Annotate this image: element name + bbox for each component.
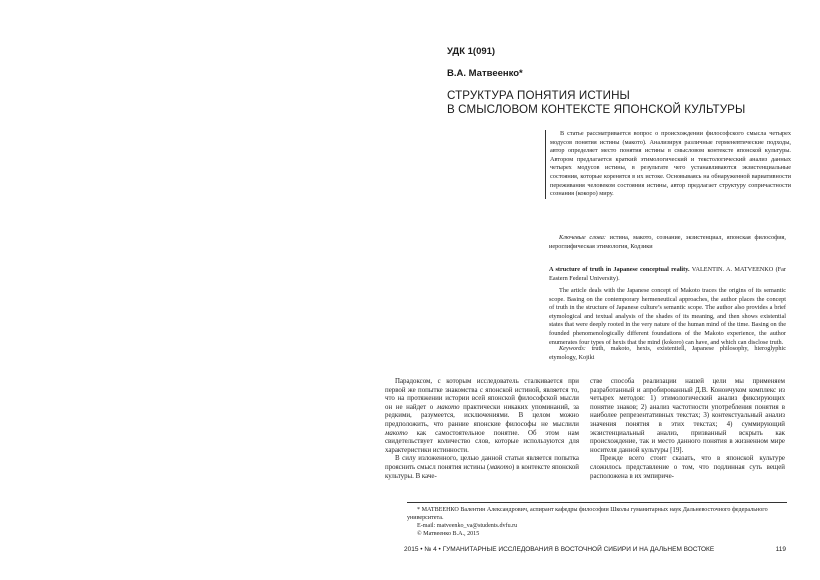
paragraph: В силу изложенного, целью данной статьи является попытка прояснить смысл понятия истины (макото) в контексте японской культуры. В каче-	[385, 455, 579, 480]
page-footer	[404, 546, 786, 553]
paragraph: стве способа реализации нашей цели мы применяем разработанный и апробированный Д.В. Коноичуком комплекс из четырех методов: 1) этимологический анализ фиксирующих понятие знаков; 2) анализ частотности употребления понятия в наиболее репрезентативных текстах; 3) контекстуальный анализ значения понятия в этих текстах; 4) суммирующий экзистенциальный анализ, призванный вскрыть как происхождение, так и место данного понятия в жизненном мире носителя данной культуры [19].	[590, 378, 785, 454]
keywords-english-label: Keywords:	[559, 345, 586, 352]
journal-name: 2015 • № 4 • ГУМАНИТАРНЫЕ ИССЛЕДОВАНИЯ В ВОСТОЧНОЙ СИБИРИ И НА ДАЛЬНЕМ ВОСТОКЕ	[404, 546, 715, 553]
udc-code: УДК 1(091)	[447, 46, 496, 57]
abstract-english-text: The article deals with the Japanese concept of Makoto traces the origins of its semantic scope. Basing on the contemporary hermeneutical approaches, the author places the concept of truth in the structure of Japanese culture’s semantic scope. The author also provides a brief etymological and textual analysis of the shades of its meaning, and then shows existential states that were deeply rooted in the very nature of the human mind of the time. Basing on the founded phenomenologically different foundations of the Makoto experience, the author enumerates four types of hexis that the mind (kokoro) can have, and which can disclose truth.	[549, 287, 786, 346]
title-line-2: В СМЫСЛОВОМ КОНТЕКСТЕ ЯПОНСКОЙ КУЛЬТУРЫ	[447, 102, 746, 116]
article-title	[447, 89, 745, 116]
body-column-right	[590, 378, 785, 481]
footnote	[407, 506, 787, 538]
keywords-russian-label: Ключевые слова:	[559, 234, 606, 241]
body-column-left	[385, 378, 579, 481]
footnote-author-info: * МАТВЕЕНКО Валентин Александрович, аспирант кафедры философии Школы гуманитарных наук Дальневосточного федерального университета.	[407, 507, 768, 521]
article-author: В.А. Матвеенко*	[447, 68, 523, 79]
footnote-divider	[407, 502, 787, 503]
english-title: A structure of truth in Japanese conceptual reality.	[549, 266, 690, 273]
keywords-russian-list: истина, макото, сознание, экзистенциал, японская философия, иероглифическая этимология, Кодзики	[549, 234, 786, 250]
keywords-english-list: truth, makoto, hexis, existentiell, Japanese philosophy, hieroglyphic etymology, Kojiki	[549, 345, 786, 361]
abstract-russian	[545, 130, 791, 199]
footnote-copyright: © Матвеенко В.А., 2015	[417, 531, 480, 537]
english-authors: VALENTIN. A. MATVEENKO (Far Eastern Federal University).	[549, 266, 786, 282]
abstract-english-heading	[549, 266, 786, 283]
footnote-email: E-mail: matveenko_va@students.dvfu.ru	[417, 523, 518, 529]
keywords-russian	[549, 234, 786, 251]
keywords-english	[549, 345, 786, 362]
abstract-russian-text: В статье рассматривается вопрос о происхождении философского смысла четырех модусов понятия истины (макото). Анализируя различные герменевтические подходы, автор определяет место понятия истины в смысловом контексте японской культуры. Автором предлагается краткий этимологический и текстологический анализ данных четырех модусов истины, в результате чего устанавливаются экзистенциальные состояния, которые коренятся в их истоке. Основываясь на обнаруженной вариативности переживания человеком состояния истины, автор предлагает структуру сопричастности сознания (кокоро) миру.	[550, 130, 791, 198]
abstract-english	[549, 287, 786, 347]
title-line-1: СТРУКТУРА ПОНЯТИЯ ИСТИНЫ	[447, 89, 630, 102]
paragraph: Прежде всего стоит сказать, что в японской культуре сложилось представление о том, что подлинная суть вещей расположена в их эмпириче-	[590, 455, 785, 480]
page-number: 119	[775, 546, 786, 553]
paragraph: Парадоксом, с которым исследователь сталкивается при первой же попытке знакомства с японской истиной, является то, что на протяжении истории всей японской философской мысли он не найдет о макото практически никаких упоминаний, за редкими, разумеется, исключениями. В целом можно предположить, что ранние японские философы не мыслили макото как самостоятельное понятие. Об этом нам свидетельствует количество слов, которые используются для характеристики истинности.	[385, 378, 579, 454]
